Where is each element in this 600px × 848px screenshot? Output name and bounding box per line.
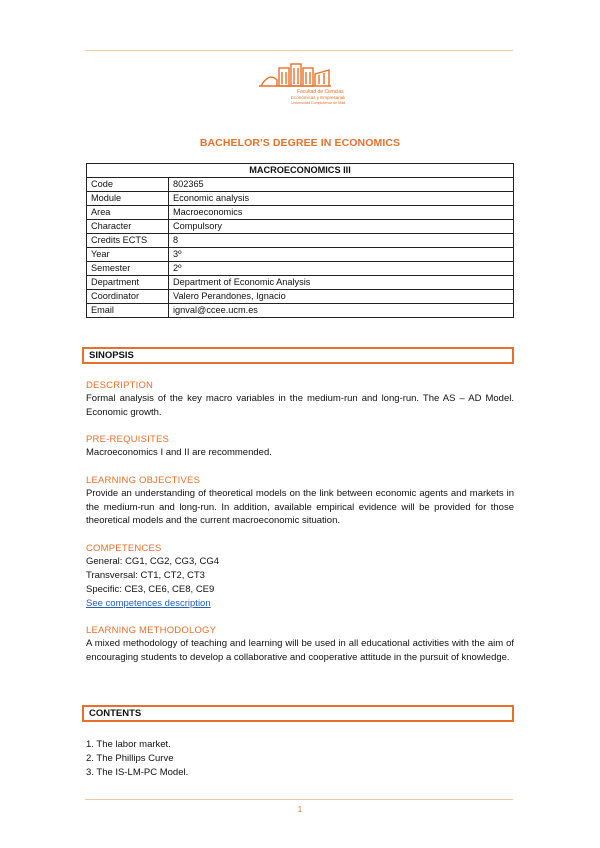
footer-rule	[85, 799, 513, 800]
prerequisites-text: Macroeconomics I and II are recommended.	[86, 447, 272, 458]
prerequisites-heading: PRE-REQUISITES	[86, 434, 170, 445]
objectives-heading: LEARNING OBJECTIVES	[86, 475, 201, 486]
header-rule	[85, 50, 513, 51]
table-row	[87, 234, 514, 248]
row-label: Character	[87, 220, 169, 234]
row-value: Valero Perandones, Ignacio	[169, 290, 514, 304]
competences-description-link[interactable]: See competences description	[86, 598, 211, 609]
table-row	[87, 220, 514, 234]
row-value: Economic analysis	[169, 192, 514, 206]
competences-heading: COMPETENCES	[86, 543, 162, 554]
row-value: 3º	[169, 248, 514, 262]
row-value: Macroeconomics	[169, 206, 514, 220]
table-header-row	[87, 164, 514, 178]
table-row	[87, 290, 514, 304]
table-row	[87, 192, 514, 206]
row-label: Email	[87, 304, 169, 318]
sinopsis-section-header: SINOPSIS	[82, 347, 514, 364]
building-icon	[255, 58, 345, 108]
degree-title: BACHELOR'S DEGREE IN ECONOMICS	[199, 137, 401, 149]
description-text: Formal analysis of the key macro variables in the medium-run and long-run. The AS – AD Model. Economic growth.	[86, 393, 514, 418]
page-number: 1	[297, 805, 303, 814]
row-label: Coordinator	[87, 290, 169, 304]
row-label: Year	[87, 248, 169, 262]
competences-general: General: CG1, CG2, CG3, CG4	[86, 556, 220, 567]
table-row	[87, 304, 514, 318]
description-heading: DESCRIPTION	[86, 380, 154, 391]
course-title: MACROECONOMICS III	[87, 164, 514, 178]
row-value: 802365	[169, 178, 514, 192]
objectives-text: Provide an understanding of theoretical models on the link between economic agents and markets in the medium-run and long-run. In addition, available empirical evidence will be provided for those theoretical models and the current macroeconomic situation.	[86, 488, 514, 526]
table-row	[87, 206, 514, 220]
row-label: Credits ECTS	[87, 234, 169, 248]
course-info-table	[86, 163, 514, 318]
logo-line-2: Económicas y Empresariales	[291, 95, 345, 100]
contents-item: 1. The labor market.	[86, 739, 171, 750]
row-value: Compulsory	[169, 220, 514, 234]
logo-line-3: Universidad Complutense de Madrid	[291, 101, 345, 105]
row-label: Semester	[87, 262, 169, 276]
contents-item: 3. The IS-LM-PC Model.	[86, 767, 189, 778]
table-row	[87, 276, 514, 290]
competences-specific: Specific: CE3, CE6, CE8, CE9	[86, 584, 215, 595]
row-value: 2º	[169, 262, 514, 276]
row-label: Module	[87, 192, 169, 206]
methodology-heading: LEARNING METHODOLOGY	[86, 625, 217, 636]
row-value: 8	[169, 234, 514, 248]
row-label: Department	[87, 276, 169, 290]
competences-transversal: Transversal: CT1, CT2, CT3	[86, 570, 205, 581]
table-row	[87, 262, 514, 276]
email-value: ignval@ccee.ucm.es	[169, 304, 514, 318]
logo-line-1: Facultad de Ciencias	[297, 89, 344, 95]
row-label: Area	[87, 206, 169, 220]
contents-section-header: CONTENTS	[82, 705, 514, 722]
table-row	[87, 248, 514, 262]
row-value: Department of Economic Analysis	[169, 276, 514, 290]
methodology-text: A mixed methodology of teaching and learning will be used in all educational activities with the aim of encouraging students to develop a collaborative and cooperative attitude in the pursuit of knowledge.	[86, 638, 514, 663]
contents-item: 2. The Phillips Curve	[86, 753, 174, 764]
row-label: Code	[87, 178, 169, 192]
faculty-logo	[255, 58, 345, 108]
table-row	[87, 178, 514, 192]
